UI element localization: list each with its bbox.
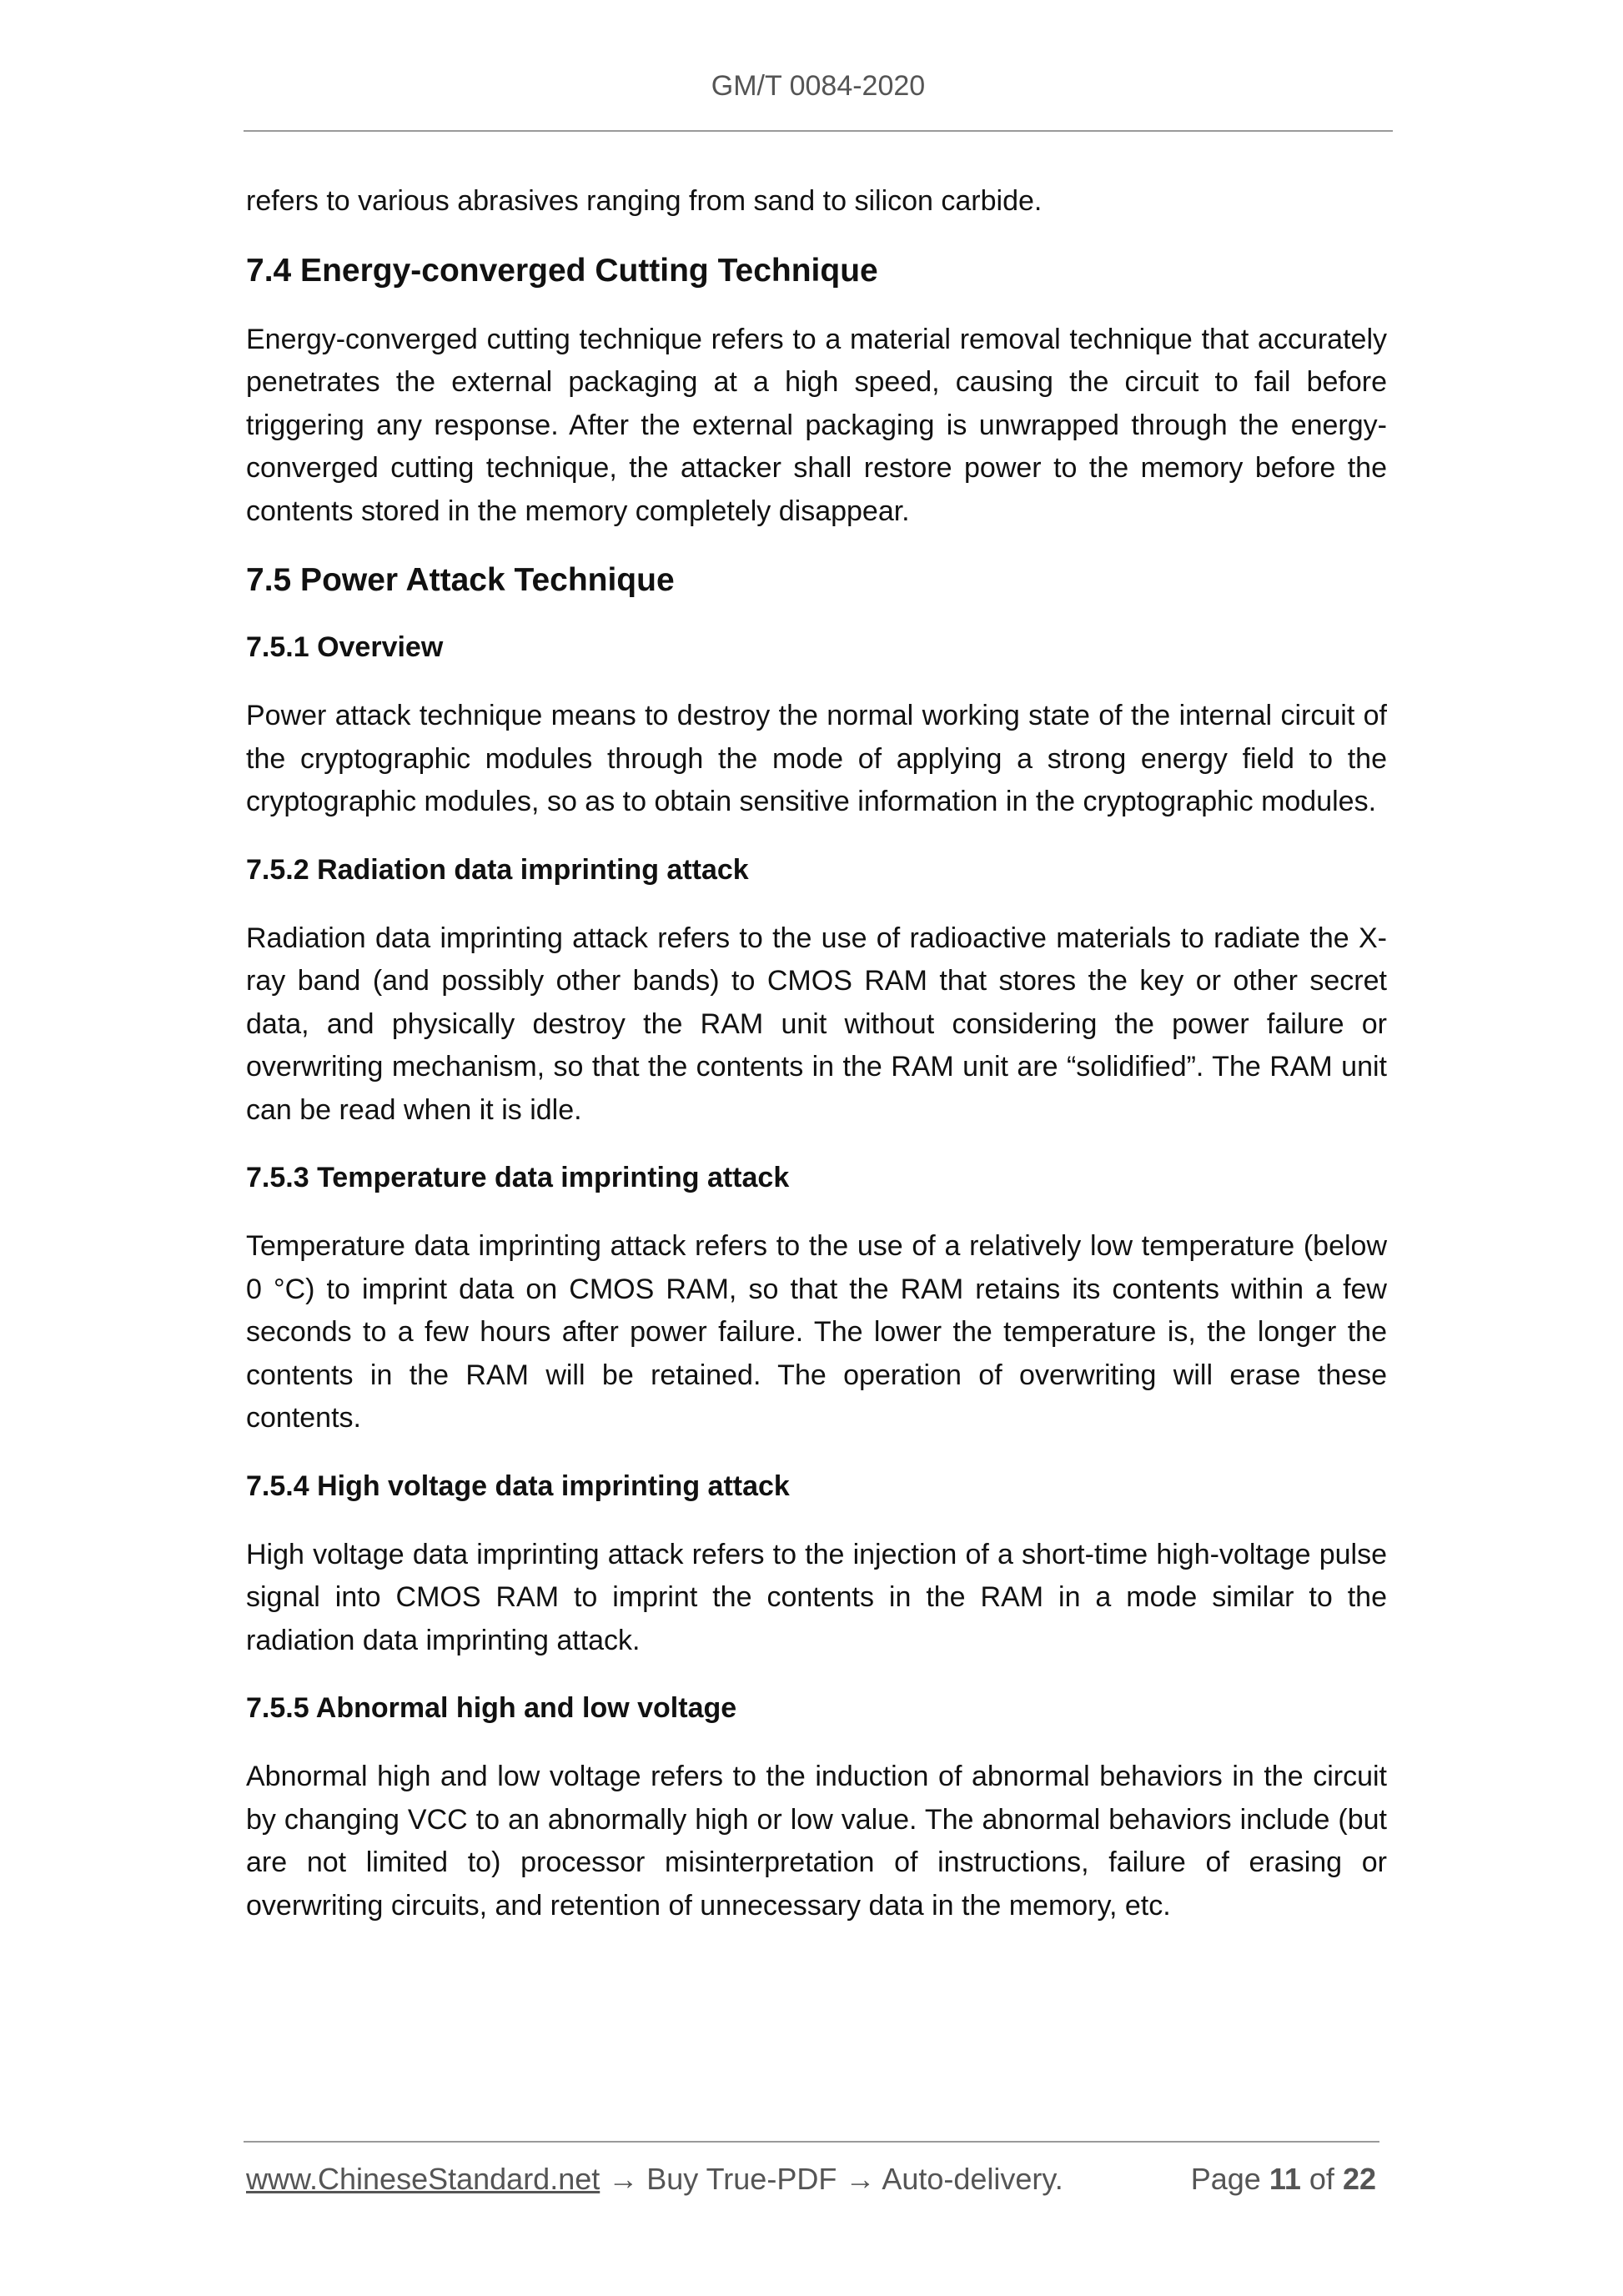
current-page: 11 (1269, 2162, 1301, 2196)
section-7-5-1-paragraph: Power attack technique means to destroy the normal working state of the internal circuit of the cryptographic modules through the mode of applying a strong energy field to the cryptographic modules, so as to obtain sensitive information in the cryptographic modules. (246, 700, 1387, 817)
section-7-4-heading: 7.4 Energy-converged Cutting Technique (246, 252, 878, 289)
page-label: Page (1190, 2162, 1261, 2196)
header-divider (244, 130, 1393, 132)
page-body (246, 180, 1387, 1954)
running-header: GM/T 0084-2020 (711, 70, 926, 102)
section-7-5-4-paragraph: High voltage data imprinting attack refers to the injection of a short-time high-voltage pulse signal into CMOS RAM to imprint the contents in the RAM in a mode similar to the radiation data imprinting attack. (246, 1538, 1387, 1656)
section-7-5-5-paragraph: Abnormal high and low voltage refers to the induction of abnormal behaviors in the circuit by changing VCC to an abnormally high or low value. The abnormal behaviors include (but are not limited to) processor misinterpretation of instructions, failure of erasing or overwriting circuits, and retention of unnecessary data in the memory, etc. (246, 1761, 1387, 1922)
section-7-5-5-heading: 7.5.5 Abnormal high and low voltage (246, 1692, 737, 1724)
footer-promo (246, 2162, 1063, 2197)
page-of-label: of (1309, 2162, 1334, 2196)
intro-paragraph: refers to various abrasives ranging from sand to silicon carbide. (246, 185, 1043, 217)
section-7-5-heading: 7.5 Power Attack Technique (246, 562, 675, 598)
section-7-4-paragraph: Energy-converged cutting technique refers to a material removal technique that accurately penetrates the external packaging at a high speed, causing the circuit to fail before triggering any response. After the external packaging is unwrapped through the energy-converged cutting technique, the attacker shall restore power to the memory before the contents stored in the memory completely disappear. (246, 323, 1387, 527)
page-number (1191, 2162, 1376, 2197)
section-7-5-3-paragraph: Temperature data imprinting attack refers to the use of a relatively low temperature (below 0 °C) to imprint data on CMOS RAM, so that the RAM retains its contents within a few seconds to a few hours after power failure. The lower the temperature is, the longer the contents in the RAM will be retained. The operation of overwriting will erase these contents. (246, 1230, 1387, 1434)
section-7-5-2-paragraph: Radiation data imprinting attack refers to the use of radioactive materials to radiate the X-ray band (and possibly other bands) to CMOS RAM that stores the key or other secret data, and physically destroy the RAM unit without considering the power failure or overwriting mechanism, so that the contents in the RAM unit are “solidified”. The RAM unit can be read when it is idle. (246, 922, 1387, 1126)
section-7-5-3-heading: 7.5.3 Temperature data imprinting attack (246, 1162, 790, 1193)
footer-divider (244, 2141, 1379, 2143)
footer-tagline: → Buy True-PDF → Auto-delivery. (600, 2162, 1063, 2196)
section-7-5-1-heading: 7.5.1 Overview (246, 631, 444, 663)
website-link[interactable]: www.ChineseStandard.net (246, 2162, 600, 2196)
section-7-5-4-heading: 7.5.4 High voltage data imprinting attack (246, 1470, 790, 1502)
total-pages: 22 (1342, 2162, 1376, 2196)
section-7-5-2-heading: 7.5.2 Radiation data imprinting attack (246, 853, 749, 886)
